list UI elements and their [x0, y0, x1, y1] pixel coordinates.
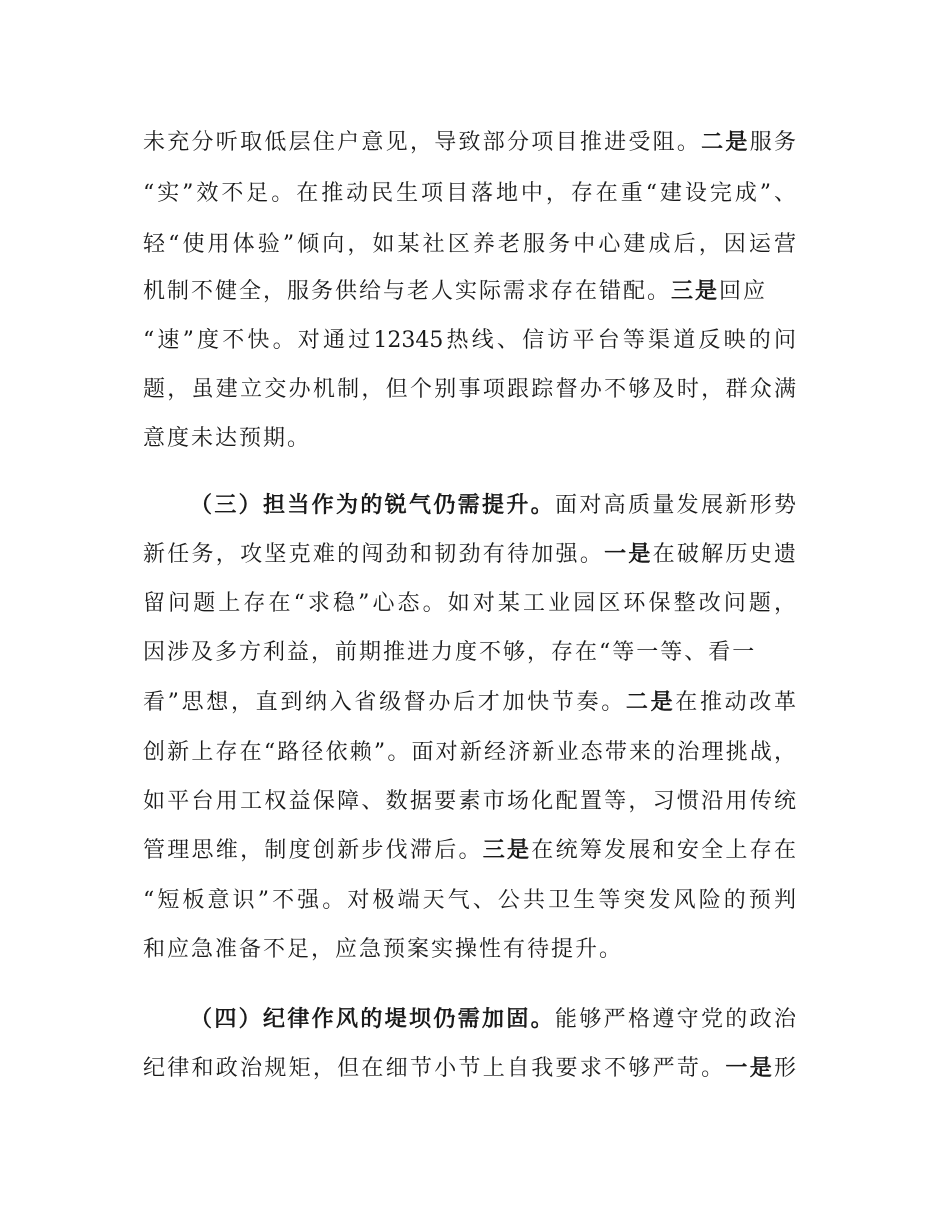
text-line [143, 130, 796, 156]
text-line [143, 740, 796, 766]
text-line [143, 542, 796, 568]
body-text: 面对高质量发展新形势 [554, 493, 796, 518]
body-text: 在统筹发展和安全上存在 [531, 838, 796, 863]
body-text: 创新上存在“路径依赖”。面对新经济新业态带来的治理挑战， [143, 740, 796, 765]
body-text: 如平台用工权益保障、数据要素市场化配置等，习惯沿用传统 [143, 789, 796, 814]
text-line [143, 789, 796, 815]
text-line [143, 328, 796, 354]
bold-text: （四）纪律作风的堤坝仍需加固。 [190, 1007, 555, 1032]
bold-text: 三是 [482, 838, 532, 863]
body-text: 在破解历史遗 [652, 542, 796, 567]
text-line [143, 1056, 796, 1082]
body-text: 管理思维，制度创新步伐滞后。 [143, 838, 483, 863]
bold-text: 一是 [725, 1056, 774, 1081]
bold-text: 三是 [671, 279, 720, 304]
body-text: 在推动改革 [675, 690, 796, 715]
body-text: 机制不健全，服务供给与老人实际需求存在错配。 [143, 279, 672, 304]
text-line [190, 1007, 796, 1033]
body-text: 能够严格遵守党的政治 [554, 1007, 796, 1032]
bold-text: （三）担当作为的锐气仍需提升。 [190, 493, 555, 518]
body-text: “短板意识”不强。对极端天气、公共卫生等突发风险的预判 [143, 888, 796, 913]
bold-text: 二是 [625, 690, 676, 715]
body-text: 因涉及多方利益，前期推进力度不够，存在“等一等、看一 [143, 640, 757, 665]
body-text: “速”度不快。对通过12345热线、信访平台等渠道反映的问 [143, 328, 796, 353]
text-line [143, 232, 796, 258]
text-line [143, 838, 796, 864]
text-line [143, 279, 796, 305]
body-text: 留问题上存在“求稳”心态。如对某工业园区环保整改问题， [143, 591, 796, 616]
bold-text: 二是 [701, 130, 750, 155]
body-text: 服务 [749, 130, 796, 155]
text-line [143, 888, 796, 914]
body-text: 纪律和政治规矩，但在细节小节上自我要求不够严苛。 [143, 1056, 726, 1081]
bold-text: 一是 [604, 542, 653, 567]
text-line [143, 426, 796, 452]
body-text: “实”效不足。在推动民生项目落地中，存在重“建设完成”、 [143, 181, 796, 206]
body-text: 未充分听取低层住户意见，导致部分项目推进受阻。 [143, 130, 702, 155]
body-text: 看”思想，直到纳入省级督办后才加快节奏。 [143, 690, 626, 715]
text-line [143, 181, 796, 207]
body-text: 回应 [719, 279, 768, 304]
body-text: 意度未达预期。 [143, 426, 312, 451]
body-text: 新任务，攻坚克难的闯劲和韧劲有待加强。 [143, 542, 605, 567]
body-text: 形 [773, 1056, 796, 1081]
text-line [143, 690, 796, 716]
text-line [143, 937, 796, 963]
body-text: 轻“使用体验”倾向，如某社区养老服务中心建成后，因运营 [143, 232, 796, 257]
body-text: 题，虽建立交办机制，但个别事项跟踪督办不够及时，群众满 [143, 377, 796, 402]
text-line [143, 640, 796, 666]
body-text: 和应急准备不足，应急预案实操性有待提升。 [143, 937, 624, 962]
text-line [190, 493, 796, 519]
text-line [143, 591, 796, 617]
text-line [143, 377, 796, 403]
